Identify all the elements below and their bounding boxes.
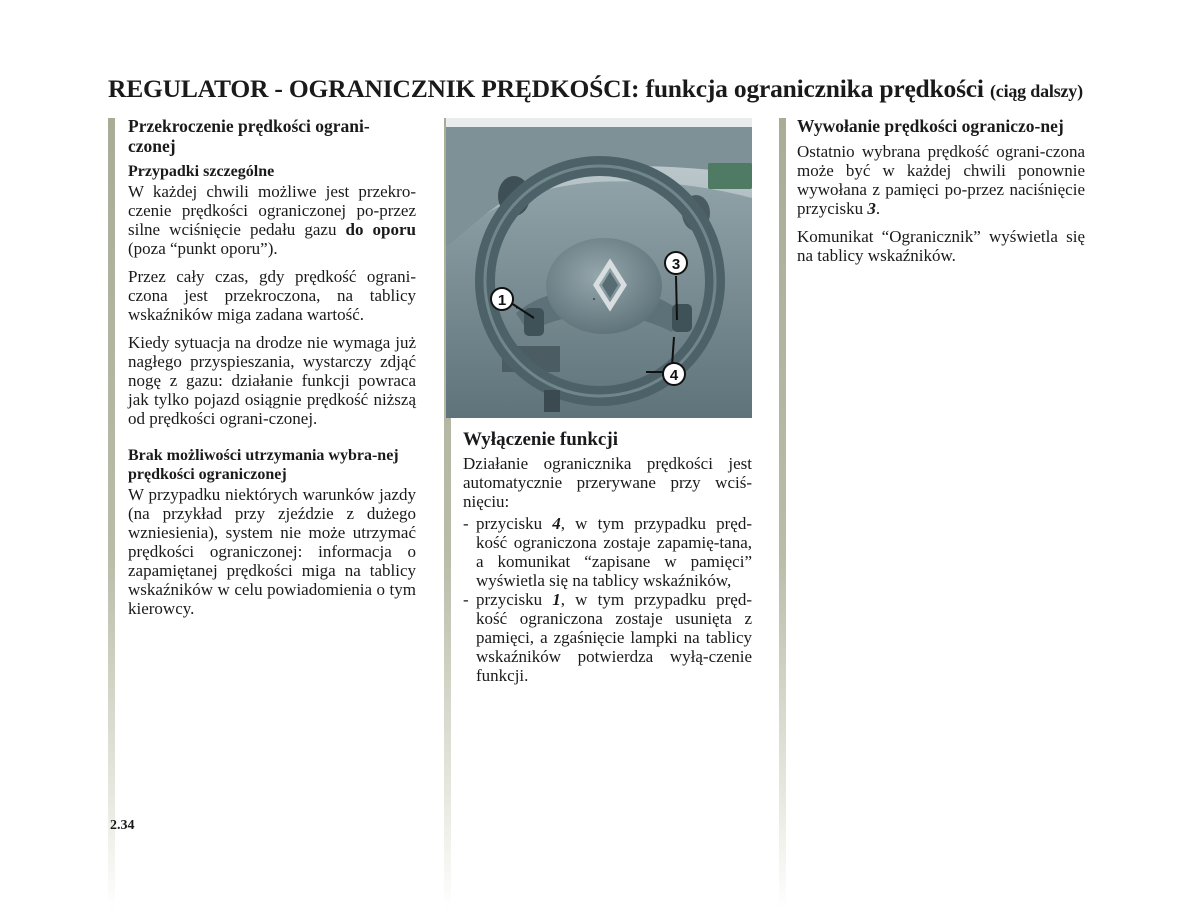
middle-list [463,514,752,685]
page-title: REGULATOR - OGRANICZNIK PRĘDKOŚCI: funkcja ogranicznika prędkości (ciąg dalszy) [108,74,1083,103]
callout-1 [491,288,513,310]
right-paragraph-1: Ostatnio wybrana prędkość ograni-czona może być w każdej chwili ponownie wywołana z pamięci po-przez naciśnięcie przycisku 3. [797,142,1085,218]
callout-3 [665,252,687,274]
callout-1-label: 1 [497,292,507,309]
title-suffix: (ciąg dalszy) [990,81,1083,101]
right-paragraph-2: Komunikat “Ogranicznik” wyświetla się na tablicy wskaźników. [797,227,1085,265]
left-subheading-cannot-maintain: Brak możliwości utrzymania wybra-nej prędkości ograniczonej [128,447,399,483]
list-item: - przycisku 1, w tym przypadku pręd-kość ograniczona zostaje usunięta z pamięci, a zgaśnięcie lampki na tablicy wskaźników potwierdza wyłą-czenie funkcji. [463,590,753,685]
left-subheading-special-cases: Przypadki szczególne [128,163,275,180]
left-paragraph-3: Kiedy sytuacja na drodze nie wymaga już nagłego przyspieszania, wystarczy zdjąć nogę z gazu: działanie funkcji powraca jak tylko pojazd osiągnie prędkość niższą od prędkości ograni-czonej. [128,333,416,428]
left-paragraph-2: Przez cały czas, gdy prędkość ograni-czona jest przekroczona, na tablicy wskaźników miga zadana wartość. [128,267,416,324]
middle-heading: Wyłączenie funkcji [463,429,618,450]
column-rule-left [108,118,115,910]
left-paragraph-1: W każdej chwili możliwe jest przekro-czenie prędkości ograniczonej po-przez silne wciśnięcie pedału gazu do oporu (poza “punkt oporu”). [128,182,416,258]
middle-column [463,430,752,685]
left-heading: Przekroczenie prędkości ograni-czonej [128,116,370,156]
callout-3-label: 3 [671,256,681,273]
callout-4-label: 4 [669,367,679,384]
right-column [797,116,1085,274]
page-number: 2.34 [110,818,135,833]
steering-wheel-figure [446,118,752,418]
left-paragraph-4: W przypadku niektórych warunków jazdy (na przykład przy zjeździe z dużego wzniesienia), system nie może utrzymać prędkości ograniczonej: informacja o zapamiętanej prędkości miga na tablicy wskaźników w celu powiadomienia o tym kierowcy. [128,485,416,618]
left-column [128,116,416,627]
right-heading: Wywołanie prędkości ograniczo-nej [797,116,1064,136]
middle-intro: Działanie ogranicznika prędkości jest automatycznie przerywane przy wciś-nięciu: [463,454,752,511]
callout-4 [663,363,685,385]
list-item: - przycisku 4, w tym przypadku pręd-kość ograniczona zostaje zapamię-tana, a komunikat “zapisane w pamięci” wyświetla się na tablicy wskaźników, [463,514,753,590]
column-rule-right [779,118,786,910]
